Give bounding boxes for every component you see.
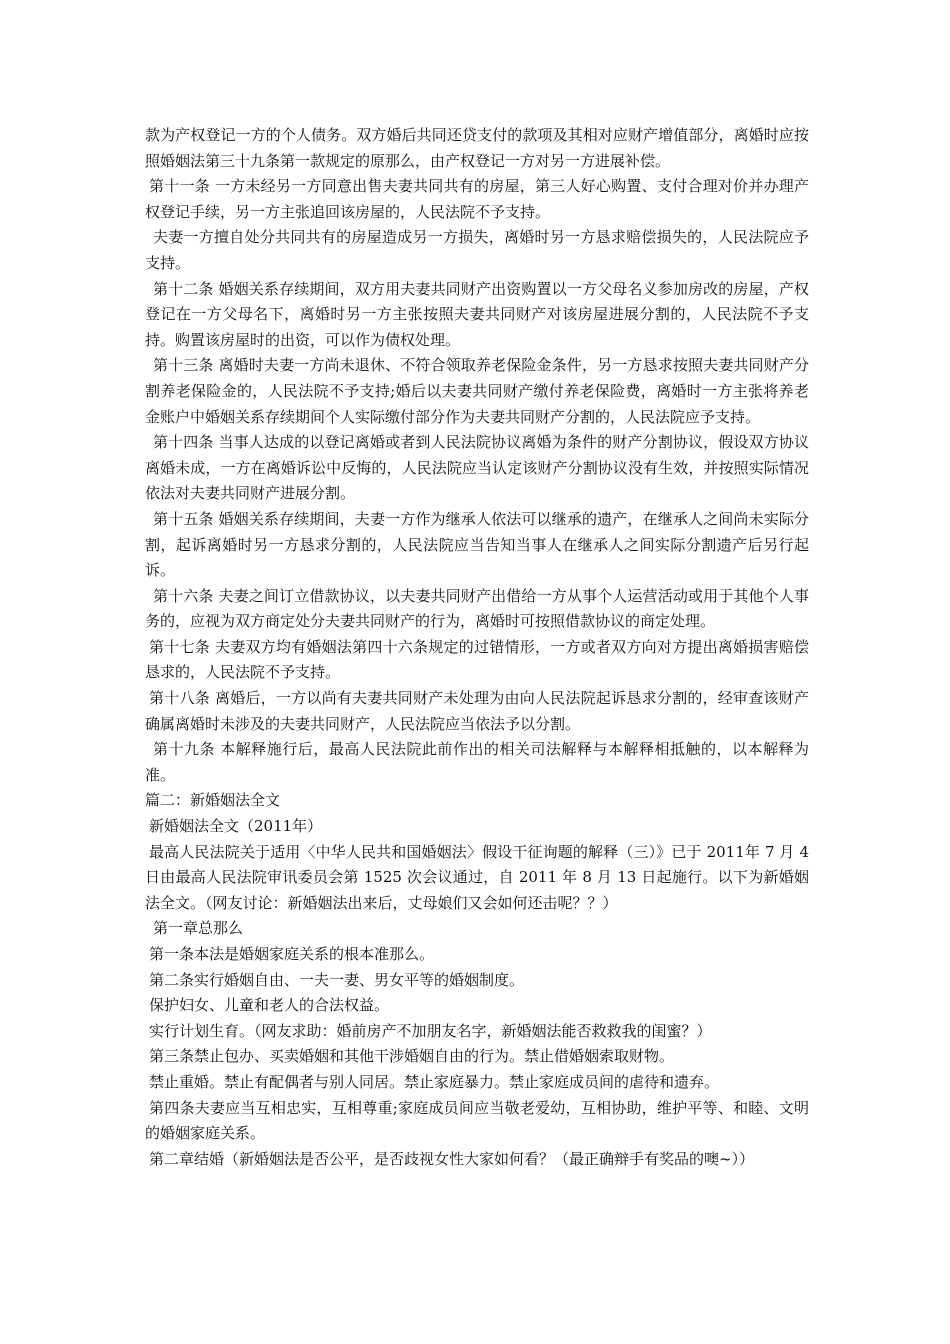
- paragraph-article-13: 第十三条 离婚时夫妻一方尚未退休、不符合领取养老保险金条件，另一方恳求按照夫妻共同财产分割养老保险金的，人民法院不予支持;婚后以夫妻共同财产缴付养老保险费，离婚时一方主张将养老金账户中婚姻关系存续期间个人实际缴付部分作为夫妻共同财产分割的，人民法院应予支持。: [145, 356, 809, 426]
- document-title: 新婚姻法全文（2011年）: [149, 817, 323, 836]
- document-body: [145, 123, 814, 1172]
- paragraph-article-4: 第四条夫妻应当互相忠实，互相尊重;家庭成员间应当敬老爱幼，互相协助，维护平等、和睦、文明的婚姻家庭关系。: [145, 1098, 809, 1143]
- paragraph-article-11: 第十一条 一方未经另一方同意出售夫妻共同共有的房屋，第三人好心购置、支付合理对价并办理产权登记手续，另一方主张追回该房屋的，人民法院不予支持。: [145, 177, 809, 221]
- paragraph-article-19: 第十九条 本解释施行后，最高人民法院此前作出的相关司法解释与本解释相抵触的，以本解释为准。: [145, 740, 809, 784]
- paragraph-intro: 最高人民法院关于适用〈中华人民共和国婚姻法〉假设干征询题的解释（三）》已于 2011年 7 月 4 日由最高人民法院审讯委员会第 1525 次会议通过，自 2011 年 8 月 13 日起施行。以下为新婚姻法全文。（网友讨论：新婚姻法出来后，丈母娘们又会如何还击呢？？）: [145, 842, 814, 912]
- paragraph-article-1: 第一条本法是婚姻家庭关系的根本准那么。: [149, 945, 435, 963]
- paragraph-article-16: 第十六条 夫妻之间订立借款协议，以夫妻共同财产出借给一方从事个人运营活动或用于其他个人事务的，应视为双方商定处分夫妻共同财产的行为，离婚时可按照借款协议的商定处理。: [145, 586, 809, 631]
- paragraph: 禁止重婚。禁止有配偶者与别人同居。禁止家庭暴力。禁止家庭成员间的虐待和遗弃。: [149, 1072, 720, 1091]
- chapter-heading: 第一章总那么: [153, 919, 244, 938]
- paragraph: 保护妇女、儿童和老人的合法权益。: [149, 996, 390, 1015]
- paragraph-article-2: 第二条实行婚姻自由、一夫一妻、男女平等的婚姻制度。: [149, 970, 525, 989]
- chapter-heading: 第二章结婚（新婚姻法是否公平，是否歧视女性大家如何看？（最正确辩手有奖品的噢~））: [149, 1149, 755, 1168]
- paragraph: 款为产权登记一方的个人债务。双方婚后共同还贷支付的款项及其相对应财产增值部分，离婚时应按照婚姻法第三十九条第一款规定的原那么，由产权登记一方对另一方进展补偿。: [145, 126, 809, 170]
- paragraph-article-15: 第十五条 婚姻关系存续期间，夫妻一方作为继承人依法可以继承的遗产，在继承人之间尚未实际分割，起诉离婚时另一方恳求分割的，人民法院应当告知当事人在继承人之间实际分割遗产后另行起诉。: [145, 509, 809, 580]
- paragraph: 夫妻一方擅自处分共同共有的房屋造成另一方损失，离婚时另一方恳求赔偿损失的，人民法院应予支持。: [145, 228, 809, 272]
- paragraph: 实行计划生育。（网友求助：婚前房产不加朋友名字，新婚姻法能否救救我的闺蜜？）: [149, 1021, 712, 1040]
- paragraph-article-14: 第十四条 当事人达成的以登记离婚或者到人民法院协议离婚为条件的财产分割协议，假设双方协议离婚未成，一方在离婚诉讼中反悔的，人民法院应当认定该财产分割协议没有生效，并按照实际情况依法对夫妻共同财产进展分割。: [145, 433, 809, 503]
- section-heading: 篇二：新婚姻法全文: [145, 791, 281, 810]
- paragraph-article-12: 第十二条 婚姻关系存续期间，双方用夫妻共同财产出资购置以一方父母名义参加房改的房屋，产权登记在一方父母名下，离婚时另一方主张按照夫妻共同财产对该房屋进展分割的，人民法院不予支持。购置该房屋时的出资，可以作为债权处理。: [145, 279, 809, 349]
- paragraph-article-3: 第三条禁止包办、买卖婚姻和其他干涉婚姻自由的行为。禁止借婚姻索取财物。: [149, 1047, 675, 1066]
- paragraph-article-18: 第十八条 离婚后，一方以尚有夫妻共同财产未处理为由向人民法院起诉恳求分割的，经审查该财产确属离婚时未涉及的夫妻共同财产，人民法院应当依法予以分割。: [145, 689, 809, 733]
- paragraph-article-17: 第十七条 夫妻双方均有婚姻法第四十六条规定的过错情形，一方或者双方向对方提出离婚损害赔偿恳求的，人民法院不予支持。: [145, 637, 809, 682]
